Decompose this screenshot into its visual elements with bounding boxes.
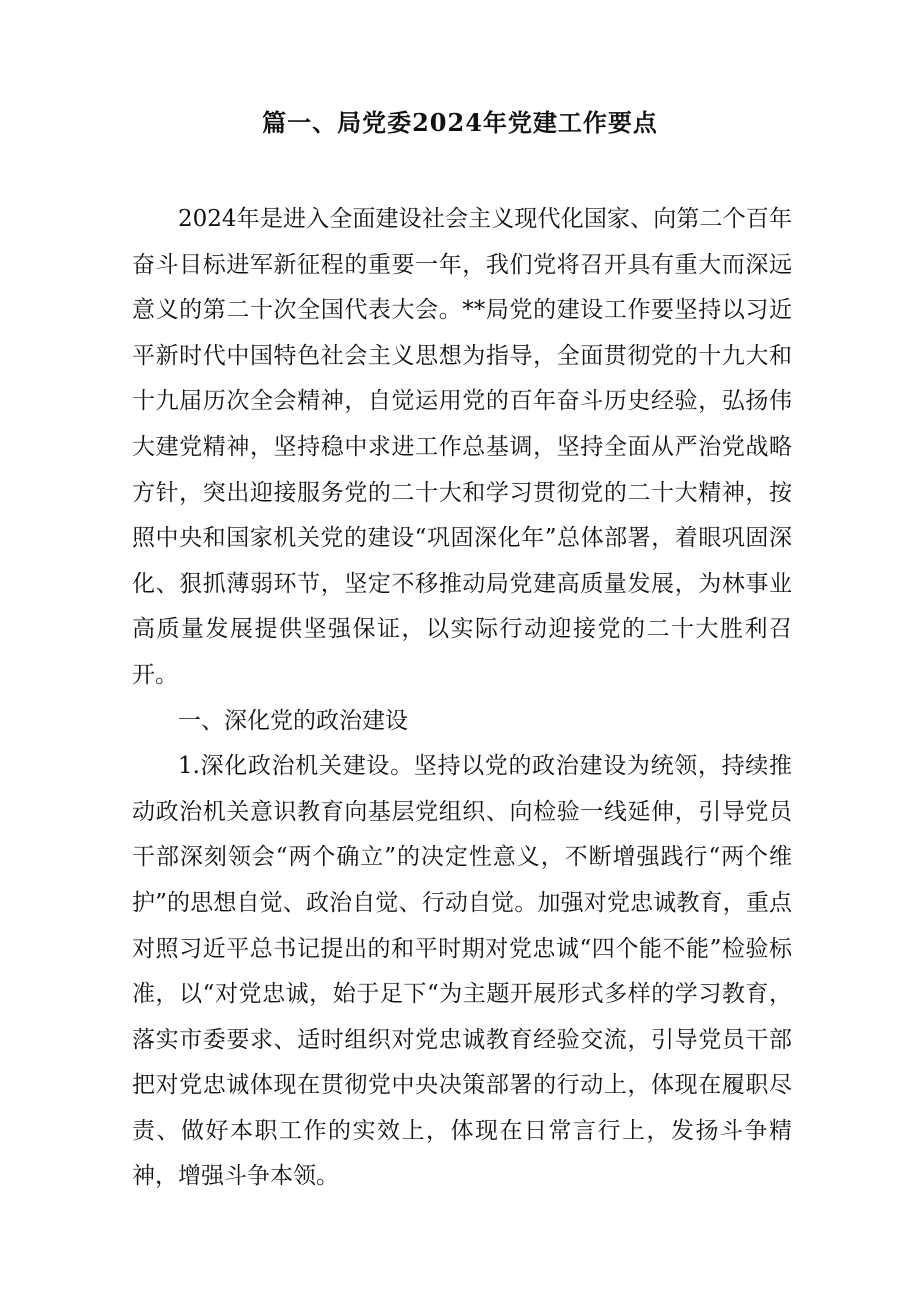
document-title: 篇一、局党委2024年党建工作要点 [262, 108, 658, 137]
intro-paragraph: 2024年是进入全面建设社会主义现代化国家、向第二个百年奋斗目标进军新征程的重要一年，我们党将召开具有重大而深远意义的第二十次全国代表大会。**局党的建设工作要坚持以习近平新时代中国特色社会主义思想为指导，全面贯彻党的十九大和十九届历次全会精神，自觉运用党的百年奋斗历史经验，弘扬伟大建党精神，坚持稳中求进工作总基调，坚持全面从严治党战略方针，突出迎接服务党的二十大和学习贯彻党的二十大精神，按照中央和国家机关党的建设“巩固深化年”总体部署，着眼巩固深化、狠抓薄弱环节，坚定不移推动局党建高质量发展，为林事业高质量发展提供坚强保证，以实际行动迎接党的二十大胜利召开。 [132, 206, 792, 688]
item-paragraph: 1.深化政治机关建设。坚持以党的政治建设为统领，持续推动政治机关意识教育向基层党组织、向检验一线延伸，引导党员干部深刻领会“两个确立”的决定性意义，不断增强践行“两个维护”的思想自觉、政治自觉、行动自觉。加强对党忠诚教育，重点对照习近平总书记提出的和平时期对党忠诚“四个能不能”检验标准，以“对党忠诚，始于足下“为主题开展形式多样的学习教育，落实市委要求、适时组织对党忠诚教育经验交流，引导党员干部把对党忠诚体现在贯彻党中央决策部署的行动上，体现在履职尽责、做好本职工作的实效上，体现在日常言行上，发扬斗争精神，增强斗争本领。 [132, 753, 792, 1190]
document-body [132, 197, 792, 1200]
section-heading: 一、深化党的政治建设 [178, 707, 408, 734]
